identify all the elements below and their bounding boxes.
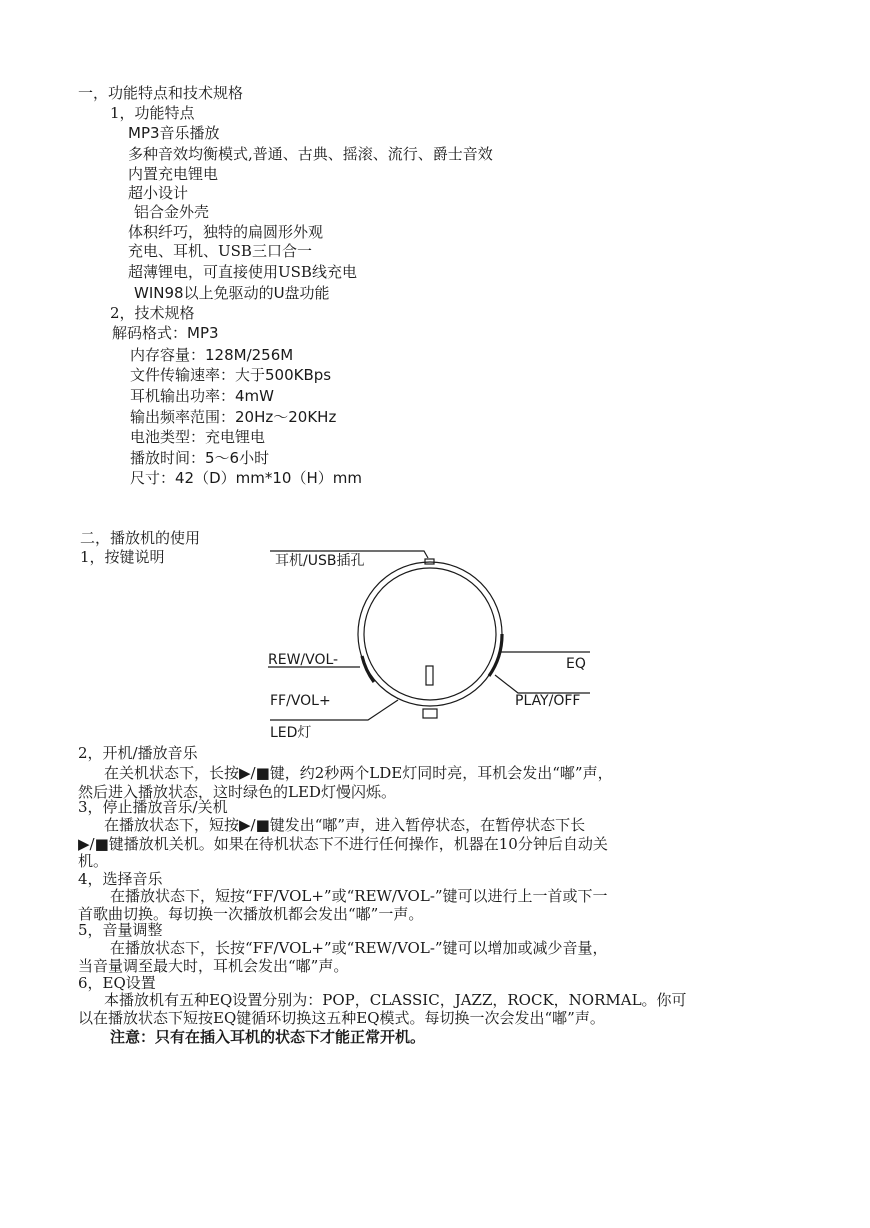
feature-item: 充电、耳机、USB三口合一 bbox=[128, 242, 312, 260]
power-on-line: 在关机状态下，长按▶/■键，约2秒两个LDE灯同时亮，耳机会发出“嘟”声， bbox=[104, 764, 613, 782]
rew-button-shape bbox=[362, 656, 374, 682]
spec-item: 播放时间：5～6小时 bbox=[130, 449, 270, 467]
specs-title: 2，技术规格 bbox=[110, 304, 195, 322]
spec-item: 输出频率范围：20Hz～20KHz bbox=[130, 408, 337, 426]
spec-item: 尺寸：42（D）mm*10（H）mm bbox=[130, 469, 362, 487]
spec-item: 内存容量：128M/256M bbox=[130, 346, 294, 364]
label-play-off: PLAY/OFF bbox=[515, 693, 581, 709]
feature-item: MP3音乐播放 bbox=[128, 124, 220, 142]
feature-item: 体积纤巧，独特的扁圆形外观 bbox=[128, 223, 324, 241]
label-eq: EQ bbox=[566, 656, 586, 672]
power-on-title: 2，开机/播放音乐 bbox=[78, 744, 198, 762]
stop-line: 在播放状态下，短按▶/■键发出“嘟”声，进入暂停状态，在暂停状态下长 bbox=[104, 816, 586, 834]
label-ff-vol: FF/VOL+ bbox=[270, 693, 331, 709]
spec-item: 文件传输速率：大于500KBps bbox=[130, 366, 332, 384]
section2-heading: 二，播放机的使用 bbox=[80, 529, 201, 547]
player-inner-ring bbox=[364, 568, 496, 700]
feature-item: 铝合金外壳 bbox=[134, 203, 210, 221]
buttons-title: 1，按键说明 bbox=[80, 548, 165, 566]
stop-line: ▶/■键播放机关机。如果在待机状态下不进行任何操作，机器在10分钟后自动关 bbox=[78, 835, 608, 853]
spec-item: 电池类型：充电锂电 bbox=[130, 428, 266, 446]
spec-item: 耳机输出功率：4mW bbox=[130, 387, 274, 405]
note-text: 注意：只有在插入耳机的状态下才能正常开机。 bbox=[110, 1028, 426, 1046]
eq-line: 以在播放状态下短按EQ键循环切换这五种EQ模式。每切换一次会发出“嘟”声。 bbox=[78, 1009, 605, 1027]
eq-line: 本播放机有五种EQ设置分别为：POP，CLASSIC，JAZZ，ROCK，NORMAL。你可 bbox=[104, 991, 687, 1009]
volume-title: 5，音量调整 bbox=[78, 921, 163, 939]
power-on-line: 然后进入播放状态，这时绿色的LED灯慢闪烁。 bbox=[78, 783, 396, 801]
play-leader-line bbox=[495, 675, 590, 693]
select-music-line: 在播放状态下，短按“FF/VOL+”或“REW/VOL-”键可以进行上一首或下一 bbox=[110, 887, 608, 905]
feature-item: 内置充电锂电 bbox=[128, 165, 219, 183]
label-led: LED灯 bbox=[270, 725, 312, 741]
volume-line: 当音量调至最大时，耳机会发出“嘟”声。 bbox=[78, 957, 349, 975]
eq-title: 6，EQ设置 bbox=[78, 974, 156, 992]
feature-item: 超薄锂电，可直接使用USB线充电 bbox=[128, 263, 357, 281]
feature-item: 超小设计 bbox=[128, 184, 189, 202]
select-music-title: 4，选择音乐 bbox=[78, 870, 163, 888]
volume-line: 在播放状态下，长按“FF/VOL+”或“REW/VOL-”键可以增加或减少音量， bbox=[110, 939, 608, 957]
center-slot-shape bbox=[426, 666, 433, 685]
section1-heading: 一，功能特点和技术规格 bbox=[78, 84, 244, 102]
led-tab-shape bbox=[423, 709, 437, 718]
label-usb-port: 耳机/USB插孔 bbox=[275, 553, 365, 569]
feature-item: WIN98以上免驱动的U盘功能 bbox=[134, 284, 330, 302]
stop-line: 机。 bbox=[78, 852, 109, 870]
decode-format: 解码格式：MP3 bbox=[112, 324, 219, 342]
select-music-line: 首歌曲切换。每切换一次播放机都会发出“嘟”一声。 bbox=[78, 905, 424, 923]
features-title: 1，功能特点 bbox=[110, 104, 195, 122]
feature-item: 多种音效均衡模式,普通、古典、摇滚、流行、爵士音效 bbox=[128, 145, 493, 163]
label-rew-vol: REW/VOL- bbox=[268, 652, 339, 668]
stop-title: 3，停止播放音乐/关机 bbox=[78, 798, 228, 816]
